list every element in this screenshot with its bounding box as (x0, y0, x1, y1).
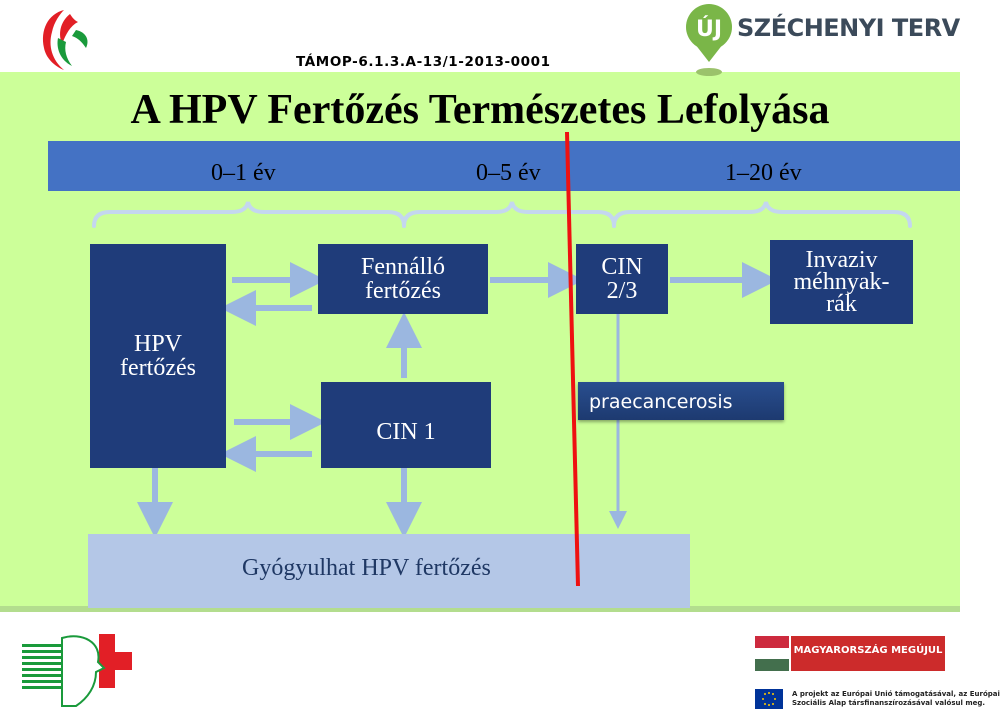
box-invasive-line2: méhnyak- (793, 269, 890, 295)
project-code: TÁMOP-6.1.3.A-13/1-2013-0001 (296, 54, 551, 70)
brand-new-label: ÚJ (695, 17, 723, 42)
eu-flag-icon (755, 689, 783, 709)
box-invasive-line3: rák (826, 291, 857, 317)
eu-funding-line1: A projekt az Európai Unió támogatásával, az Európai (792, 690, 1000, 698)
eu-funding-line2: Szociális Alap társfinanszírozásával valósul meg. (792, 699, 986, 707)
brand-name: SZÉCHENYI TERV (737, 14, 960, 42)
box-cin1-label: CIN 1 (376, 419, 436, 445)
box-cin23-line1: CIN (601, 254, 643, 280)
eu-funding-text (792, 690, 1000, 708)
timeline-label-3: 1–20 év (725, 160, 802, 186)
box-persistent-line1: Fennálló (361, 254, 445, 280)
praecancerosis-label: praecancerosis (589, 391, 733, 413)
box-hpv-line2: fertőzés (120, 355, 196, 381)
box-persistent-line2: fertőzés (365, 278, 441, 304)
box-hpv-line1: HPV (133, 331, 182, 357)
timeline-label-1: 0–1 év (211, 160, 276, 186)
hungary-flag-icon (755, 636, 789, 671)
page-title: A HPV Fertőzés Természetes Lefolyása (130, 87, 830, 133)
hungary-label: MAGYARORSZÁG MEGÚJUL (793, 645, 943, 656)
timeline-label-2: 0–5 év (476, 160, 541, 186)
health-program-logo-icon (22, 628, 134, 710)
box-invasive-line1: Invaziv (805, 247, 878, 273)
box-cin23-line2: 2/3 (606, 278, 638, 304)
box-healing-label: Gyógyulhat HPV fertőzés (242, 555, 491, 581)
